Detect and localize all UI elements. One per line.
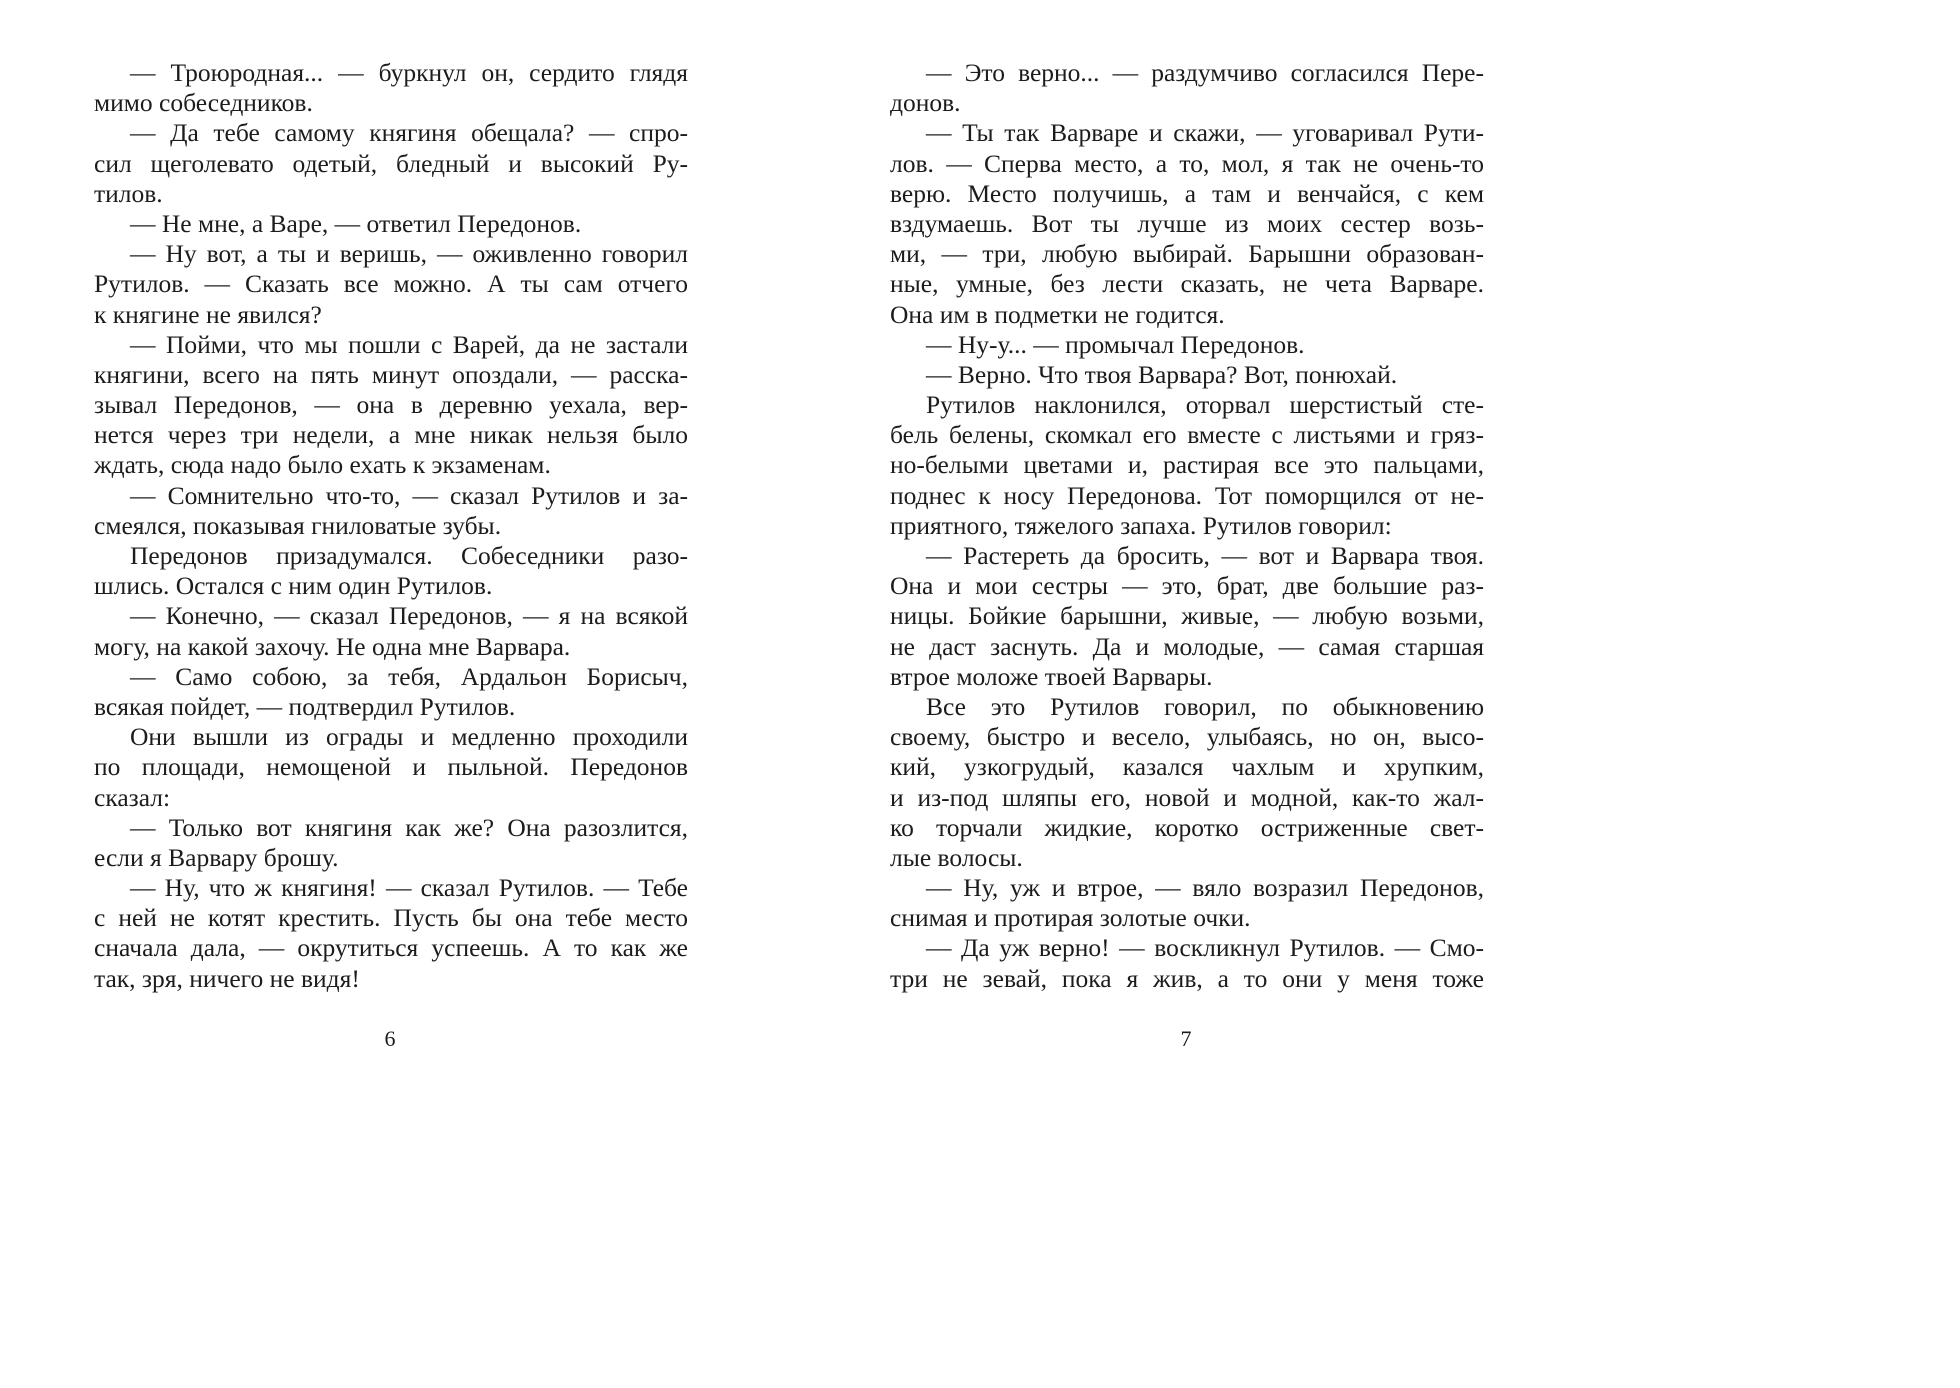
text-line: сначала дала, — окрутиться успеешь. А то как же — [94, 933, 688, 963]
text-line: вздумаешь. Вот ты лучше из моих сестер возь- — [890, 208, 1484, 238]
text-line: могу, на какой захочу. Не одна мне Варвара. — [94, 631, 571, 661]
text-line: — Только вот княгиня как же? Она разозлится, — [130, 812, 688, 842]
text-line: — Это верно... — раздумчиво согласился Пере- — [926, 58, 1484, 87]
text-line: донов. — [890, 88, 961, 118]
text-line: Они вышли из ограды и медленно проходили — [130, 722, 688, 752]
text-line: всякая пойдет, — подтвердил Рутилов. — [94, 691, 516, 721]
text-line: ми, — три, любую выбирай. Барышни образован- — [890, 239, 1484, 269]
text-line: и из-под шляпы его, новой и модной, как-то жал- — [890, 782, 1484, 812]
text-line: так, зря, ничего не видя! — [94, 963, 360, 993]
text-line: втрое моложе твоей Варвары. — [890, 661, 1213, 691]
text-line: — Конечно, — сказал Передонов, — я на всякой — [130, 601, 688, 631]
text-line: ждать, сюда надо было ехать к экзаменам. — [94, 450, 551, 480]
text-line: к княгине не явился? — [94, 299, 322, 329]
text-line: сказал: — [94, 782, 171, 812]
text-line: Все это Рутилов говорил, по обыкновению — [926, 691, 1484, 721]
text-line: шлись. Остался с ним один Рутилов. — [94, 571, 493, 601]
text-line: с ней не котят крестить. Пусть бы она тебе место — [94, 903, 688, 933]
text-line: — Пойми, что мы пошли с Варей, да не застали — [130, 329, 688, 359]
text-line: ко торчали жидкие, коротко остриженные свет- — [890, 812, 1484, 842]
text-line: Рутилов. — Сказать все можно. А ты сам отчего — [94, 269, 688, 299]
text-line: но-белыми цветами и, растирая все это пальцами, — [890, 450, 1484, 480]
right-page-text — [890, 58, 1484, 994]
text-line: три не зевай, пока я жив, а то они у меня тоже — [890, 963, 1484, 993]
text-line: если я Варвару брошу. — [94, 842, 339, 872]
text-line: приятного, тяжелого запаха. Рутилов говорил: — [890, 510, 1392, 540]
text-line: Она им в подметки не годится. — [890, 299, 1225, 329]
page-number-left: 6 — [384, 1026, 396, 1051]
text-line: — Верно. Что твоя Варвара? Вот, понюхай. — [926, 359, 1398, 389]
text-line: тилов. — [94, 178, 163, 208]
text-line: Она и мои сестры — это, брат, две большие раз- — [890, 571, 1484, 601]
text-line: зывал Передонов, — она в деревню уехала, вер- — [94, 390, 688, 420]
text-line: нется через три недели, а мне никак нельзя было — [94, 420, 688, 450]
text-line: не даст заснуть. Да и молодые, — самая старшая — [890, 631, 1484, 661]
text-line: — Ну вот, а ты и веришь, — оживленно говорил — [130, 239, 688, 269]
text-line: поднес к носу Передонова. Тот поморщился от не- — [890, 480, 1484, 510]
text-line: бель белены, скомкал его вместе с листьями и гряз- — [890, 420, 1484, 450]
text-line: сил щеголевато одетый, бледный и высокий Ру- — [94, 148, 688, 178]
page-number-right: 7 — [1180, 1026, 1192, 1051]
text-line: — Ну, что ж княгиня! — сказал Рутилов. — Тебе — [130, 873, 688, 903]
text-line: своему, быстро и весело, улыбаясь, но он, высо- — [890, 722, 1484, 752]
text-line: Рутилов наклонился, оторвал шерстистый сте- — [926, 390, 1484, 420]
text-line: мимо собеседников. — [94, 88, 313, 118]
text-line: — Растереть да бросить, — вот и Варвара твоя. — [926, 541, 1484, 570]
text-line: снимая и протирая золотые очки. — [890, 903, 1251, 933]
left-page-text — [94, 58, 688, 994]
text-line: княгини, всего на пять минут опоздали, — расска- — [94, 359, 688, 389]
text-line: верю. Место получишь, а там и венчайся, с кем — [890, 178, 1484, 208]
text-line: — Сомнительно что-то, — сказал Рутилов и за- — [130, 480, 688, 510]
text-line: лов. — Сперва место, а то, мол, я так не очень-то — [890, 148, 1484, 178]
text-line: по площади, немощеной и пыльной. Передонов — [94, 752, 688, 782]
text-line: Передонов призадумался. Собеседники разо- — [130, 541, 688, 570]
text-line: смеялся, показывая гниловатые зубы. — [94, 510, 502, 540]
text-line: кий, узкогрудый, казался чахлым и хрупким, — [890, 752, 1484, 782]
text-line: — Троюродная... — буркнул он, сердито глядя — [130, 58, 688, 87]
text-line: — Да уж верно! — воскликнул Рутилов. — Смо- — [926, 933, 1484, 963]
text-line: — Само собою, за тебя, Ардальон Борисыч, — [130, 661, 688, 691]
text-line: ные, умные, без лести сказать, не чета Варваре. — [890, 269, 1484, 299]
text-line: — Не мне, а Варе, — ответил Передонов. — [130, 208, 582, 238]
text-line: — Ты так Варваре и скажи, — уговаривал Рути- — [926, 118, 1484, 148]
text-line: ницы. Бойкие барышни, живые, — любую возьми, — [890, 601, 1484, 631]
text-line: — Да тебе самому княгиня обещала? — спро- — [130, 118, 688, 148]
text-line: лые волосы. — [890, 842, 1023, 872]
text-line: — Ну, уж и втрое, — вяло возразил Передонов, — [926, 873, 1484, 903]
text-line: — Ну-у... — промычал Передонов. — [926, 329, 1305, 359]
